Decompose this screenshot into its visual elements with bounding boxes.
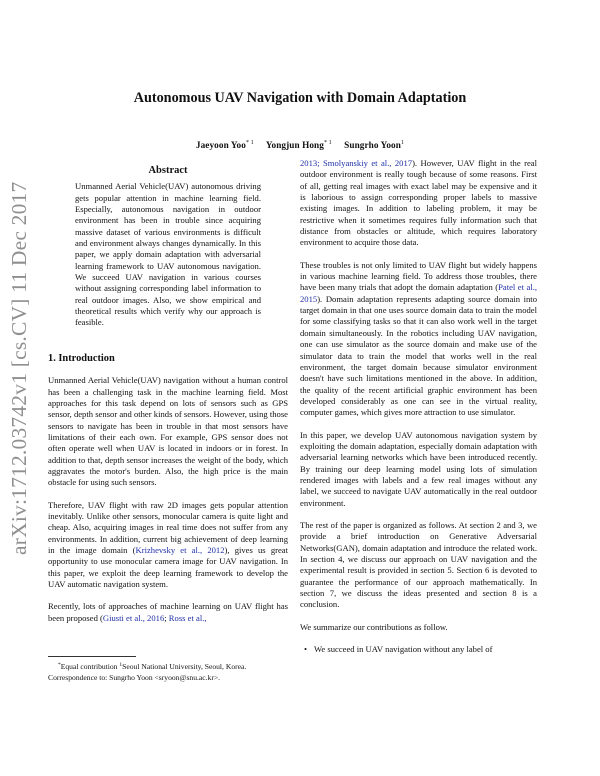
paragraph-text: Therefore, UAV flight with raw 2D images gets popular attention inevitably. Unlike other sensors, monocular camera is quite light and cheap. Also, acquiring images in real time does not suffer from any environments. In addition, current big achievement of deep learning in the image domain (	[48, 499, 288, 555]
paragraph-text: ). Domain adaptation represents adapting source domain into target domain in that one uses source domain data to train the model for some classifying tasks so that it can also work well in the target domain simultaneously. In the robotics including UAV navigation, one can use simulator as the source domain and make use of the simulator data to train the model that works well in the real environment, the target domain because simulator environment doesn't have such limitations mentioned in the above. In addition, the quality of the recent artificial graphic environment has been developed considerably as one can see in the virtual reality, computer games, which gives more attraction to use simulator.	[300, 293, 537, 418]
paragraph-text: ). However, UAV flight in the real outdoor environment is really tough because of some reasons. First of all, getting real images with exact label may be expensive and it is laborious to assign corresponding proper labels to massive existing images. In addition to labeling problem, it may be restrictive when it sometimes requires fully information such that distance from obstacles or altitude, which requires laboratory environment to acquire those data.	[300, 158, 537, 248]
paragraph-text: These troubles is not only limited to UAV flight but widely happens in various machine learning field. To address those troubles, there have been many trials that adopt the domain adaptation (	[300, 259, 537, 293]
author-name: Sungrho Yoon	[344, 140, 401, 150]
intro-paragraph-4	[300, 260, 537, 419]
author-name: Yongjun Hong	[265, 140, 324, 150]
intro-paragraph-1: Unmanned Aerial Vehicle(UAV) navigation without a human control has been a challenging task in the machine learning field. Most approaches for this task depend on lots of sensors such as GPS sensor, depth sensor and other kinds of sensors. However, using those sensors to navigate has been in trouble in that most sensors have limitations of their each own. For example, GPS sensor does not often operate well when UAV is located in indoors or in forest. In addition to that, depth sensor increases the weight of the body, which aggravates the motor's burden. Also, the high price is the main obstacle for using such sensors.	[48, 375, 288, 488]
abstract-text: Unmanned Aerial Vehicle(UAV) autonomous driving gets popular attention in machine learning field. Especially, autonomous navigation in outdoor environment has been in trouble since acquiring massive dataset of various environments is difficult and environment always changes dynamically. In this paper, we apply domain adaptation with adversarial learning framework to UAV autonomous navigation. We succeed UAV navigation in various courses without assigning corresponding label information to real outdoor images. Also, we show empirical and theoretical results which verify why our approach is feasible.	[75, 181, 261, 328]
footnote-mark: 1	[119, 662, 123, 668]
citation-link[interactable]: Krizhevsky et al., 2012	[135, 544, 225, 555]
list-item: • We succeed in UAV navigation without any label of	[314, 644, 537, 655]
intro-paragraph-3-continued	[300, 158, 537, 249]
intro-paragraph-5: In this paper, we develop UAV autonomous navigation system by exploiting the domain adaptation, especially domain adaptation with adversarial learning networks which have been introduced recently. By training our deep learning model using lots of simulation rendered images with labels and a few real images without any label, we succeed to navigate UAV automatically in the real outdoor environment.	[300, 429, 537, 508]
arxiv-identifier-stamp: arXiv:1712.03742v1 [cs.CV] 11 Dec 2017	[7, 181, 31, 555]
author-affiliation-mark: 1	[400, 140, 405, 146]
abstract-heading: Abstract	[148, 165, 188, 176]
footnote-text: Equal contribution	[60, 662, 120, 671]
intro-paragraph-3	[48, 601, 288, 624]
footnote	[48, 660, 288, 683]
section-heading-introduction: 1. Introduction	[48, 352, 115, 364]
intro-paragraph-7: We summarize our contributions as follow.	[300, 621, 448, 632]
contribution-list	[300, 644, 537, 655]
left-column	[48, 160, 288, 635]
intro-paragraph-2	[48, 500, 288, 591]
paragraph-text: ), gives us great opportunity to use monocular camera image for UAV navigation. In this paper, we exploit the deep learning framework to develop the UAV automatic navigation system.	[48, 544, 288, 589]
footnote-divider	[48, 656, 136, 657]
author-list	[0, 140, 600, 150]
author-name: Jaeyoon Yoo	[195, 140, 246, 150]
citation-link[interactable]: Ross et al.,	[168, 612, 207, 623]
intro-paragraph-6: The rest of the paper is organized as follows. At section 2 and 3, we provide a brief introduction on Generative Adversarial Networks(GAN), domain adaptation and introduce the related work. In section 4, we discuss our approach on UAV navigation and the experimental result is provided in section 5. Section 6 is devoted to guarantee the performance of our approach mathematically. In section 7, we discuss the ideas presented and section 8 is a conclusion.	[300, 519, 537, 610]
footnote-text: Seoul National University, Seoul, Korea. Correspondence to: Sungrho Yoon <sryoon@snu.ac.kr>.	[48, 662, 247, 682]
citation-link[interactable]: Giusti et al., 2016	[102, 612, 165, 623]
paragraph-text: ;	[164, 612, 169, 623]
author-affiliation-mark: * 1	[323, 140, 332, 146]
footnote-mark: *	[58, 662, 61, 668]
paper-title: Autonomous UAV Navigation with Domain Adaptation	[133, 90, 467, 106]
paragraph-text: Recently, lots of approaches of machine learning on UAV flight has been proposed (	[48, 601, 288, 623]
right-column	[300, 158, 537, 655]
citation-link[interactable]: 2013; Smolyanskiy et al., 2017	[300, 158, 413, 168]
citation-link[interactable]: Patel et al., 2015	[300, 282, 538, 304]
author-affiliation-mark: * 1	[245, 140, 254, 146]
